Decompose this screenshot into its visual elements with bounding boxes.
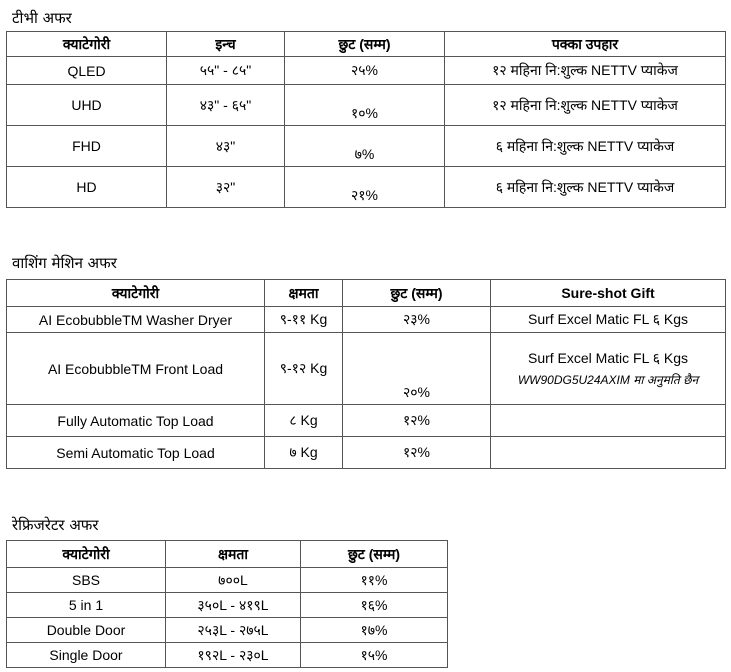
- discount-cell: १२%: [343, 437, 491, 469]
- gift-cell: ६ महिना नि:शुल्क NETTV प्याकेज: [445, 167, 726, 208]
- discount-cell: १५%: [301, 643, 448, 668]
- category-cell: Fully Automatic Top Load: [7, 405, 265, 437]
- column-header: छुट (सम्म): [343, 280, 491, 307]
- category-cell: Double Door: [7, 618, 166, 643]
- table-row: [7, 85, 726, 126]
- category-cell: Single Door: [7, 643, 166, 668]
- column-header: क्षमता: [265, 280, 343, 307]
- capacity-cell: ९-१२ Kg: [265, 333, 343, 405]
- capacity-cell: ७००L: [166, 568, 301, 593]
- size-cell: ५५" - ८५": [167, 57, 285, 85]
- tv-offer-title: टीभी अफर: [12, 9, 72, 27]
- size-cell: ४३" - ६५": [167, 85, 285, 126]
- gift-cell: Surf Excel Matic FL ६ Kgs: [491, 307, 726, 333]
- table-row: [7, 333, 726, 405]
- discount-cell: १२%: [343, 405, 491, 437]
- size-cell: ४३": [167, 126, 285, 167]
- gift-cell: [491, 333, 726, 405]
- washing-machine-offer-title: वाशिंग मेशिन अफर: [12, 254, 117, 272]
- gift-cell: [491, 437, 726, 469]
- table-row: [7, 643, 448, 668]
- discount-cell: ११%: [301, 568, 448, 593]
- refrigerator-offer-table: [6, 540, 448, 668]
- refrigerator-offer-title: रेफ्रिजरेटर अफर: [12, 516, 99, 534]
- size-cell: ३२": [167, 167, 285, 208]
- table-row: [7, 437, 726, 469]
- discount-cell: २५%: [285, 57, 445, 85]
- column-header: क्याटेगोरी: [7, 541, 166, 568]
- column-header: छुट (सम्म): [301, 541, 448, 568]
- table-header-row: [7, 32, 726, 57]
- category-cell: 5 in 1: [7, 593, 166, 618]
- discount-cell: २१%: [285, 167, 445, 208]
- discount-cell: १०%: [285, 85, 445, 126]
- category-cell: FHD: [7, 126, 167, 167]
- washing-machine-offer-table: [6, 279, 726, 469]
- category-cell: Semi Automatic Top Load: [7, 437, 265, 469]
- discount-cell: १७%: [301, 618, 448, 643]
- gift-cell: ६ महिना नि:शुल्क NETTV प्याकेज: [445, 126, 726, 167]
- capacity-cell: ३५०L - ४१९L: [166, 593, 301, 618]
- gift-exclusion-note: WW90DG5U24AXIM मा अनुमति छैन: [517, 372, 699, 387]
- category-cell: HD: [7, 167, 167, 208]
- tv-offer-table: [6, 31, 726, 208]
- capacity-cell: ७ Kg: [265, 437, 343, 469]
- capacity-cell: १९२L - २३०L: [166, 643, 301, 668]
- discount-cell: ७%: [285, 126, 445, 167]
- table-row: [7, 126, 726, 167]
- table-row: [7, 568, 448, 593]
- column-header: पक्का उपहार: [445, 32, 726, 57]
- table-row: [7, 405, 726, 437]
- table-header-row: [7, 280, 726, 307]
- capacity-cell: २५३L - २७५L: [166, 618, 301, 643]
- table-row: [7, 57, 726, 85]
- column-header: छुट (सम्म): [285, 32, 445, 57]
- table-row: [7, 593, 448, 618]
- discount-cell: २०%: [343, 333, 491, 405]
- gift-cell: १२ महिना नि:शुल्क NETTV प्याकेज: [445, 57, 726, 85]
- column-header: इन्च: [167, 32, 285, 57]
- category-cell: AI EcobubbleTM Washer Dryer: [7, 307, 265, 333]
- table-header-row: [7, 541, 448, 568]
- column-header: क्याटेगोरी: [7, 280, 265, 307]
- gift-cell: १२ महिना नि:शुल्क NETTV प्याकेज: [445, 85, 726, 126]
- gift-cell: [491, 405, 726, 437]
- table-row: [7, 307, 726, 333]
- column-header: Sure-shot Gift: [491, 280, 726, 307]
- gift-text: Surf Excel Matic FL ६ Kgs: [527, 349, 689, 366]
- discount-cell: १६%: [301, 593, 448, 618]
- category-cell: UHD: [7, 85, 167, 126]
- discount-cell: २३%: [343, 307, 491, 333]
- capacity-cell: ९-११ Kg: [265, 307, 343, 333]
- table-row: [7, 618, 448, 643]
- capacity-cell: ८ Kg: [265, 405, 343, 437]
- category-cell: AI EcobubbleTM Front Load: [7, 333, 265, 405]
- category-cell: SBS: [7, 568, 166, 593]
- category-cell: QLED: [7, 57, 167, 85]
- column-header: क्षमता: [166, 541, 301, 568]
- table-row: [7, 167, 726, 208]
- column-header: क्याटेगोरी: [7, 32, 167, 57]
